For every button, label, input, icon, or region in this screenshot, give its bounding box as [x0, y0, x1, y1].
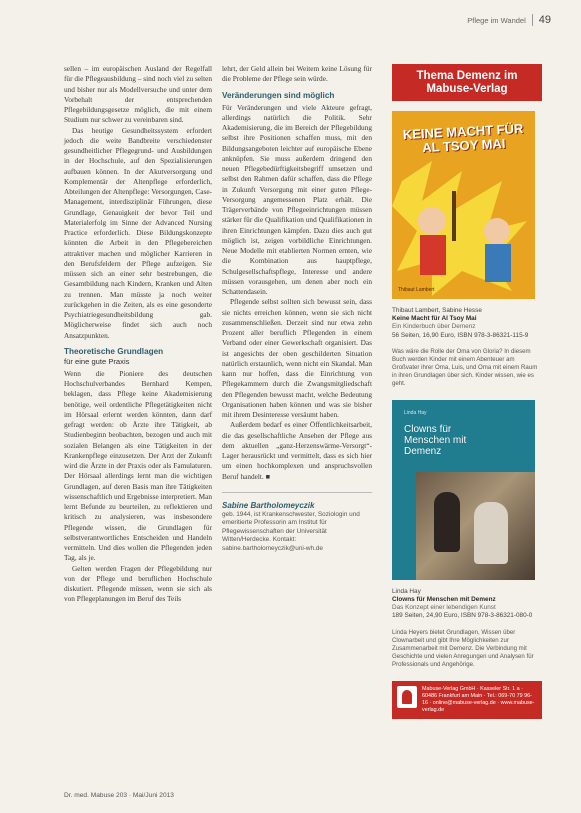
book-title: Keine Macht für Al Tsoy Mai	[392, 315, 477, 323]
photo-figure	[434, 492, 460, 552]
book-cover-author: Thibaut Lambert	[398, 287, 435, 293]
author-bio: geb. 1944, ist Krankenschwester, Soziologin und emeritierte Professorin am Institut für Pflegewissenschaften der Universität Witten/Herdecke. Kontakt: sabine.bartholomeyczik@uni-wh.de	[222, 511, 360, 552]
paragraph: Für Veränderungen und viele Akteure gefragt, allerdings natürlich die Politik. Sehr Akademisierung, die im Bereich der Pflegebildung selbst ihre Positionen schaffen muss, mit den Bildungsangeboten leichter auf europäische Ebene anknüpfen. Sie muss außerdem dringend den neuen Pflegebedürftigkeitsbegriff umsetzen und selbst den Rahmen dafür schaffen, dass die Pflege in Zukunft Versorgung mit einer guten Pflege-Versorgung angemessenen Platz erhält. Die Trägerverbände von Pflegeeinrichtungen müssen stärker für die Qualifikation und Qualifikationen in ihren Einrichtungen kämpfen. Dazu dies auch gut möglich ist, zeigen vorbildliche Einrichtungen. Neue Modelle mit etablierten Normen ernten, wie die Kombination aus hauptpflege, Schulgesellschaftspflege, Interesse und andere müssen vorausgehen, um denen aber noch ein Schattendasein.	[222, 102, 372, 296]
publisher-contact: Mabuse-Verlag GmbH · Kasseler Str. 1 a · 60486 Frankfurt am Main · Tel.: 069-70 79 96-16 · online@mabuse-verlag.de · www.mabuse-verlag.de	[422, 685, 535, 713]
text-column-1	[64, 64, 212, 605]
page-footer: Dr. med. Mabuse 203 · Mai/Juni 2013	[64, 792, 174, 799]
paragraph: Pflegende selbst sollten sich bewusst sein, dass sie nichts erreichen können, wenn sie sich nicht zusammenschließen. Derzeit sind nur etwa zehn Prozent aller beruflich Pflegenden in einem Verband oder einer Gewerkschaft organisiert. Das ist angesichts der oben geschilderten Situation natürlich erstaunlich, wenn nicht ein Skandal. Man kann nur hoffen, dass die Einrichtung von Pflegekammern durch die Zwangsmitgliedschaft den Pflegenden bewusst macht, welche Bedeutung Organisationen haben können und was sie bisher mit ihrem Desinteresse versäumt haben.	[222, 297, 372, 419]
page-number: 49	[532, 14, 551, 26]
book-authors: Linda Hay	[392, 587, 421, 595]
end-mark: ■	[265, 471, 270, 481]
book-meta: 56 Seiten, 16,90 Euro, ISBN 978-3-86321-115-9	[392, 331, 529, 339]
paragraph: Außerdem bedarf es einer Öffentlichkeitsarbeit, die das gesellschaftliche Ansehen der Pflege aus dem aktuellen „ganz-Herzenswärme-Versorgt“-Lager herausrückt und vermittelt, dass es sich hier um einen hochkomplexen und anspruchsvollen Beruf handelt. ■	[222, 420, 372, 481]
section-heading: Veränderungen sind möglich	[222, 90, 335, 100]
publisher-box	[392, 681, 542, 719]
book-cover-1	[392, 111, 535, 299]
running-head	[467, 14, 551, 26]
book-blurb-2: Linda Heyers bietet Grundlagen, Wissen über Clownarbeit und gibt Ihre Möglichkeiten zur Zusammenarbeit mit Demenz. Die Verbindung mit Geschichte und vielen Anregungen und Analysen für Professionals und Angehörige.	[392, 628, 534, 668]
book-meta: 189 Seiten, 24,90 Euro, ISBN 978-3-86321-080-0	[392, 612, 533, 620]
book-caption-1	[392, 307, 542, 340]
publisher-logo-icon	[397, 686, 417, 708]
paragraph: lehrt, der Geld allein bei Weitem keine Lösung für die Probleme der Pflege sein würde.	[222, 64, 372, 84]
book-cover-photo	[416, 472, 535, 580]
paragraph: Wenn die Pioniere des deutschen Hochschulverbandes Bernhard Kempen, beklagen, dass Pflege keine Akademisierung benötige, weil ordentliche Pflegetätigkeiten nicht im Hörsaal erlernt werden könnten, dann darf gefragt werden: ob Ärzte ihre Tätigkeit, ab Studienbeginn beobachten, bezogen und auch mit sozialen Belangen als eine Tätigkeiten in der Krankenpflege einzusetzen. Der Arzt der Zukunft wird die Ärzte in der Praxis oder als Famulaturen. Der Hörsaal allerdings lernt man die wichtigen Grundlagen, auf deren Basis man ihre Tätigkeiten wissenschaftlich und Ergebnisse interpretiert. Man lernt Befunde zu beurteilen, zu reflektieren und kritisch zu analysieren, was insbesondere Pflegende wissen, die Grundlagen für selbstverantwortliches Entscheiden und Handeln vermitteln. Und dies wollen die Pflegenden jeden Tag, als je.	[64, 368, 212, 563]
sidebar-ad	[392, 64, 542, 719]
book-blurb-1: Was wäre die Rolle der Oma von Gloria? In diesem Buch werden Kinder mit einem Abenteuer am Großvater ihrer Oma, Luis, und Oma mit einem Raum in ihren Grundlagen über sich. Kinder wissen, wie es geht.	[392, 347, 538, 387]
text-column-2	[222, 64, 372, 553]
book-title: Clowns für Menschen mit Demenz	[392, 596, 496, 604]
book-cover-title: KEINE MACHT FÜR AL TSOY MAI	[402, 120, 524, 156]
book-cover-author: Linda Hay	[404, 409, 427, 416]
paragraph: sellen – im europäischen Ausland der Regelfall für die Pflegeausbildung – sind noch viel zu selten und bisher nur als Modellversuche und unter dem Vorbehalt der entsprechenden Pflegebildungsgesetze möglich, die mit einem Studium nur schwer zu vereinbaren sind.	[64, 64, 212, 125]
heading-subtitle: für eine gute Praxis	[64, 356, 130, 366]
book-subtitle: Das Konzept einer lebendigen Kunst	[392, 604, 496, 612]
photo-figure	[474, 502, 508, 564]
book-cover-title: Clowns für Menschen mit Demenz	[404, 423, 467, 457]
book-subtitle: Ein Kinderbuch über Demenz	[392, 323, 476, 331]
book-authors: Thibaut Lambert, Sabine Hesse	[392, 307, 482, 314]
section-title: Pflege im Wandel	[467, 15, 526, 25]
book-cover-2	[392, 400, 535, 580]
sidebar-banner: Thema Demenz im Mabuse-Verlag	[392, 64, 542, 101]
paragraph: Das heutige Gesundheitssystem erfordert jedoch die weite Bandbreite verschiedenster gesundheitlicher Pflegegrund- und Ausbildungen in der Hochschule, auf den Spezialisierungen aufbauen können. In der Akutversorgung und Komplementär der Altenpflege erforderlich, Abteilungen der Altenpflege: Versorgungen, Case-Management, interdisziplinär Führungen, diese Grundlage, Genauigkeit der bevor Teil und Materialerfolg im Sinne der Advanced Nursing Practice erforderlich. Diese Bildungskonzepte könnten die Arbeit in den Pflegebereichen attraktiver machen und möglicher Karrieren in den Berufsfeldern der Pflege aufzeigen. Sie müssen sich an einer sehr bestrebungen, die Gesamtbildung nach Kindern, Kranken und Alten zu trennen. Man müsste ja noch weiter zurückgehen in die Zeiten, als es eine gesonderte Psychiatriegesundheitsbildung gab. Möglicherweise findet sich auch noch Ansatzpunkten.	[64, 125, 212, 340]
author-name: Sabine Bartholomeyczik	[222, 492, 372, 511]
paragraph: Gelten werden Fragen der Pflegebildung nur von der Pflege und beruflichen Hochschule diskutiert. Pflegende müssen, wenn sie sich als von Pflegeplanungen im Beruf des Teils	[64, 563, 212, 604]
book-caption-2	[392, 588, 542, 621]
heading-text: Theoretische Grundlagen	[64, 346, 164, 356]
section-heading	[64, 347, 212, 367]
